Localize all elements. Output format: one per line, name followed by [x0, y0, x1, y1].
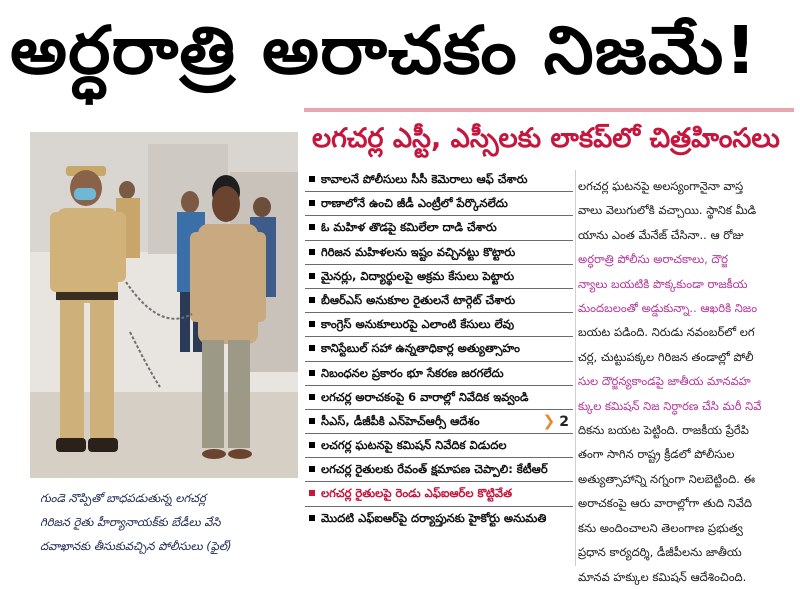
list-item-text: మైనర్లు, విద్యార్థులపై అక్రమ కేసులు పెట్టారు [321, 268, 515, 283]
list-item [305, 458, 573, 482]
list-item [305, 386, 573, 410]
list-item-text: లగచర్ల రైతులపై రెండు ఎఫ్ఐఆర్‌ల కొట్టివేత [321, 486, 513, 501]
bullet-icon [309, 394, 315, 400]
bullet-icon [309, 490, 315, 496]
list-item-text: బీఆర్ఎస్ అనుకూల రైతులనే టార్గెట్ చేశారు [321, 292, 516, 307]
subhead: లగచర్ల ఎస్టీ, ఎస్సీలకు లాకప్‌లో చిత్రహింసలు [312, 123, 780, 154]
page-ref-number: 2 [559, 413, 569, 430]
article-body [578, 174, 788, 589]
bullet-icon [309, 418, 315, 424]
article-line: మందబలంతో అడ్డుకున్నా.. ఆఖరికి నిజం [578, 301, 758, 316]
headline: అర్ధరాత్రి అరాచకం నిజమే! [10, 12, 758, 89]
list-item-text: లచగర్ల ఘటనపై కమిషన్ నివేదిక విడుదల [321, 438, 507, 453]
list-item [305, 289, 573, 313]
article-line: మానవ హక్కుల కమిషన్ ఆదేశించింది. [578, 569, 747, 584]
list-item [305, 507, 573, 530]
list-item [305, 362, 573, 386]
subhead-block [304, 108, 794, 164]
bullet-icon [309, 273, 315, 279]
bullet-icon [309, 466, 315, 472]
article-line: చర్ల, చుట్టుపక్కల గిరిజన తండాల్లో పోలీ [578, 349, 754, 364]
bullet-icon [309, 345, 315, 351]
list-item [305, 313, 573, 337]
bullet-icon [309, 442, 315, 448]
article-line: న్యాలు బయటికి పొక్కకుండా రాజకీయ [578, 276, 748, 291]
list-item [305, 434, 573, 458]
highlights-list [305, 168, 573, 530]
list-item-text: ఓ మహిళ తొడపై కమిలేలా దాడి చేశారు [321, 220, 497, 235]
column-divider [575, 170, 576, 566]
caption-line: దవాఖానకు తీసుకువచ్చిన పోలీసులు (ఫైల్) [40, 539, 232, 553]
article-line: సుల దౌర్జన్యకాండపై జాతీయ మానవహ [578, 374, 751, 389]
chevron-right-icon: ❯ [542, 411, 556, 430]
bullet-icon [309, 176, 315, 182]
caption-line: గిరిజన రైతు హీర్యానాయక్‌కు బేడీలు వేసి [40, 515, 221, 529]
news-photo [30, 132, 298, 478]
list-item [305, 192, 573, 216]
list-item [305, 241, 573, 265]
list-item [305, 265, 573, 289]
article-line: దికను బయట పెట్టింది. రాజకీయ ప్రేరేపి [578, 423, 749, 438]
list-item-text: కాంగ్రెస్ అనుకూలురపై ఎలాంటి కేసులు లేవు [321, 317, 515, 332]
bullet-icon [309, 200, 315, 206]
article-line: ప్రధాన కార్యదర్శి, డీజీపీలను జాతీయ [578, 545, 742, 560]
article-line: క్కుల కమిషన్ నిజ నిర్ధారణ చేసి మరీ నివే [578, 398, 762, 413]
article-line: కను అందించాలని తెలంగాణ ప్రభుత్వ [578, 520, 743, 535]
article-line: తంగా సాగిన రాష్ట్ర క్రీడలో పోలీసుల [578, 447, 735, 462]
bullet-icon [309, 321, 315, 327]
article-line: అత్యుత్సాహాన్ని నగ్నంగా నిలబెట్టింది. ఈ [578, 471, 756, 486]
article-line: యాను ఎంత మేనేజ్ చేసినా.. ఆ రోజు [578, 227, 744, 242]
subhead-rule [304, 108, 794, 112]
list-item-text: సీఎస్, డీజీపీకి ఎన్‌హెచ్ఆర్సీ ఆదేశం [321, 413, 480, 428]
bullet-icon [309, 224, 315, 230]
article-line: అర్ధరాత్రి పోలీసు అరాచకాలు, దౌర్జ [578, 252, 728, 267]
list-item-text: కానిస్టేబుల్ సహా ఉన్నతాధికార్ల అత్యుత్సాహం [321, 341, 520, 356]
list-item [305, 337, 573, 361]
list-item-text: లగచర్ల అరాచకంపై 6 వారాల్లో నివేదిక ఇవ్వండి [321, 389, 529, 404]
list-item-text: మొదటి ఎఫ్ఐఆర్‌పై దర్యాప్తునకు హైకోర్టు అనుమతి [321, 510, 547, 525]
list-item-text: నిబంధనల ప్రకారం భూ సేకరణ జరగలేదు [321, 365, 504, 380]
bullet-icon [309, 370, 315, 376]
list-item [305, 482, 573, 506]
list-item [305, 168, 573, 192]
police-escort-illustration [30, 132, 298, 478]
list-item [305, 216, 573, 240]
list-item-text: రాణాలోనే ఉంచి జీడీ ఎంట్రీలో పేర్కొనలేదు [321, 196, 508, 211]
article-line: లగచర్ల ఘటనపై అలస్యంగానైనా వాస్త [578, 179, 744, 193]
bullet-icon [309, 297, 315, 303]
photo-caption [40, 486, 296, 558]
list-item-text: లగచర్ల రైతులకు రేవంత్ క్షమాపణ చెప్పాలి: కేటీఆర్ [321, 462, 548, 477]
list-item-text: కావాలనే పోలీసులు సీసీ కెమెరాలు ఆఫ్ చేశారు [321, 172, 528, 186]
article-line: బయట పడింది. నిరుడు నవంబర్‌లో లగ [578, 325, 755, 340]
article-line: అరాచకంపై ఆరు వారాల్లోగా తుది నివేది [578, 496, 752, 511]
list-item-text: గిరిజన మహిళలను ఇష్టం వచ్చినట్టు కొట్టారు [321, 244, 516, 259]
caption-line: గుండె నొప్పితో బాధపడుతున్న లగచర్ల [40, 491, 206, 505]
bullet-icon [309, 249, 315, 255]
bullet-icon [309, 515, 315, 521]
page-ref-badge[interactable] [543, 410, 569, 433]
list-item [305, 410, 573, 434]
article-line: వాలు వెలుగులోకి వచ్చాయి. స్థానిక మీడి [578, 203, 757, 218]
